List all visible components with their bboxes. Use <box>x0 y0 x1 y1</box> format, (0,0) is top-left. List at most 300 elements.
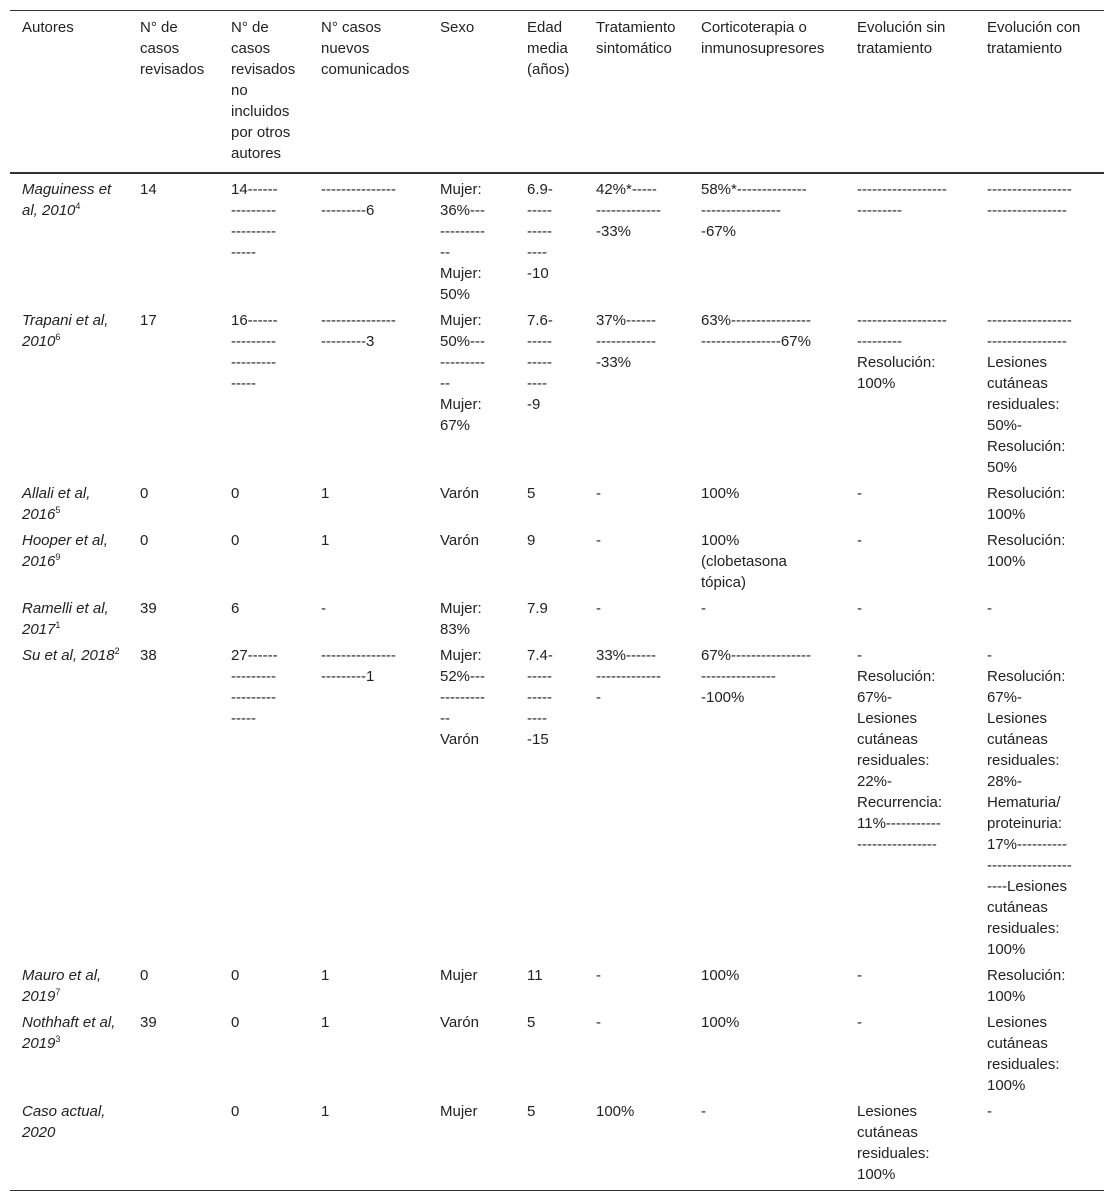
cell-line: 6 <box>231 600 240 617</box>
column-header: Evolución sin tratamiento <box>857 19 946 57</box>
cell-line: ----------------- <box>987 181 1072 198</box>
evolution-treated-cell <box>975 1096 1104 1191</box>
cell-line: Resolución: <box>857 668 936 685</box>
cell-line: Mujer: <box>440 181 482 198</box>
cell-line: -33% <box>596 354 632 371</box>
author-name: Maguiness et al, 2010 <box>22 181 112 219</box>
symptomatic-treatment-cell <box>584 960 689 1007</box>
cell-line: 67% <box>440 417 471 434</box>
cell-line: 0 <box>231 532 240 549</box>
reference-number: 6 <box>55 332 61 342</box>
cell-line: 100% <box>701 485 740 502</box>
cell-line: 7.4- <box>527 647 553 664</box>
cell-line: --------- <box>440 223 485 240</box>
cell-line: Lesiones <box>857 1103 918 1120</box>
reviewed-cases-cell <box>128 640 219 960</box>
cell-line: 50% <box>440 286 471 303</box>
corticotherapy-cell <box>689 593 845 640</box>
cell-line: --------------- <box>321 312 396 329</box>
corticotherapy-cell <box>689 960 845 1007</box>
author-name: Su et al, 2018 <box>22 647 115 664</box>
evolution-treated-cell <box>975 1007 1104 1096</box>
sex-cell <box>428 478 515 525</box>
cell-line: 17 <box>140 312 157 329</box>
new-cases-cell <box>309 305 428 478</box>
table-row <box>10 173 1104 305</box>
cell-line: ---- <box>527 375 547 392</box>
cell-line: --------- <box>231 202 276 219</box>
cell-line: --------------- <box>701 668 776 685</box>
cell-line: 1 <box>321 532 330 549</box>
cell-line: - <box>987 647 992 664</box>
cell-line: ---- <box>527 710 547 727</box>
cell-line: ---------3 <box>321 333 375 350</box>
cell-line: - <box>987 1103 992 1120</box>
cell-line: 100% <box>987 553 1026 570</box>
cell-line: ----- <box>231 244 256 261</box>
cell-line: 100% <box>701 532 740 549</box>
reference-number: 4 <box>75 201 81 211</box>
sex-cell <box>428 305 515 478</box>
cell-line: 50% <box>987 459 1018 476</box>
not-included-cases-cell <box>219 593 309 640</box>
reference-number: 3 <box>55 1034 61 1044</box>
author-cell <box>10 1096 128 1191</box>
cell-line: Resolución: <box>987 485 1066 502</box>
cell-line: Lesiones <box>987 354 1048 371</box>
cell-line: Varón <box>440 485 479 502</box>
not-included-cases-cell <box>219 960 309 1007</box>
cell-line: cutáneas <box>987 899 1048 916</box>
corticotherapy-cell <box>689 305 845 478</box>
reviewed-cases-cell <box>128 478 219 525</box>
cell-line: tópica) <box>701 574 747 591</box>
sex-cell <box>428 593 515 640</box>
cell-line: Mujer: <box>440 600 482 617</box>
cell-line: residuales: <box>987 1056 1060 1073</box>
cell-line: 100% <box>857 375 896 392</box>
column-header: Corticoterapia o inmunosupresores <box>701 19 825 57</box>
cell-line: 50%- <box>987 417 1023 434</box>
cell-line: 5 <box>527 1014 536 1031</box>
cell-line: - <box>701 600 706 617</box>
sex-cell <box>428 173 515 305</box>
mean-age-cell <box>515 960 584 1007</box>
cell-line: ----- <box>527 668 552 685</box>
cell-line: 7.9 <box>527 600 548 617</box>
cell-line: ---------1 <box>321 668 375 685</box>
corticotherapy-cell <box>689 1007 845 1096</box>
cell-line: - <box>857 967 862 984</box>
mean-age-cell <box>515 173 584 305</box>
cell-line: 14 <box>140 181 157 198</box>
not-included-cases-cell <box>219 305 309 478</box>
cell-line: 28%- <box>987 773 1023 790</box>
cell-line: - <box>596 532 601 549</box>
cell-line: 1 <box>321 967 330 984</box>
evolution-untreated-cell <box>845 1096 975 1191</box>
cell-line: 67%---------------- <box>701 647 811 664</box>
column-header: Edad media (años) <box>527 19 570 78</box>
cell-line: cutáneas <box>857 1124 918 1141</box>
not-included-cases-cell <box>219 173 309 305</box>
cell-line: residuales: <box>857 752 930 769</box>
cell-line: 5 <box>527 1103 536 1120</box>
cell-line: ------------- <box>596 668 661 685</box>
reference-number: 2 <box>114 646 120 656</box>
cell-line: 0 <box>231 485 240 502</box>
cell-line: ---------------- <box>857 836 937 853</box>
reviewed-cases-cell <box>128 525 219 593</box>
reference-number: 9 <box>55 552 61 562</box>
symptomatic-treatment-cell <box>584 1007 689 1096</box>
cell-line: 0 <box>231 1014 240 1031</box>
symptomatic-treatment-cell <box>584 305 689 478</box>
cell-line: ----Lesiones <box>987 878 1068 895</box>
cell-line: -- <box>440 375 450 392</box>
cell-line: Lesiones <box>987 1014 1048 1031</box>
evolution-treated-cell <box>975 478 1104 525</box>
header-row <box>10 11 1104 174</box>
evolution-treated-cell <box>975 525 1104 593</box>
cell-line: ------------- <box>596 202 661 219</box>
evolution-treated-cell <box>975 960 1104 1007</box>
cell-line: residuales: <box>987 396 1060 413</box>
author-cell <box>10 478 128 525</box>
column-header: Autores <box>22 19 74 36</box>
cell-line: 33%------ <box>596 647 656 664</box>
not-included-cases-cell <box>219 640 309 960</box>
cell-line: Varón <box>440 1014 479 1031</box>
cell-line: Mujer: <box>440 396 482 413</box>
cell-line: 83% <box>440 621 471 638</box>
new-cases-cell <box>309 640 428 960</box>
cell-line: ---------------- <box>701 202 781 219</box>
cell-line: 50%--- <box>440 333 486 350</box>
cell-line: cutáneas <box>987 731 1048 748</box>
author-cell <box>10 640 128 960</box>
cell-line: Hematuria/ <box>987 794 1061 811</box>
mean-age-cell <box>515 1007 584 1096</box>
cell-line: 11%----------- <box>857 815 941 832</box>
cell-line: -9 <box>527 396 541 413</box>
reviewed-cases-cell <box>128 173 219 305</box>
cell-line: - <box>857 532 862 549</box>
corticotherapy-cell <box>689 1096 845 1191</box>
evolution-treated-cell <box>975 173 1104 305</box>
cell-line: cutáneas <box>857 731 918 748</box>
evolution-treated-cell <box>975 640 1104 960</box>
author-name: Trapani et al, 2010 <box>22 312 109 350</box>
cell-line: - <box>596 600 601 617</box>
cell-line: -100% <box>701 689 745 706</box>
sex-cell <box>428 960 515 1007</box>
cell-line: 6.9- <box>527 181 553 198</box>
cell-line: 1 <box>321 1103 330 1120</box>
author-cell <box>10 525 128 593</box>
author-cell <box>10 960 128 1007</box>
cell-line: Mujer <box>440 1103 478 1120</box>
table-row <box>10 478 1104 525</box>
cell-line: 9 <box>527 532 536 549</box>
new-cases-cell <box>309 1096 428 1191</box>
symptomatic-treatment-cell <box>584 173 689 305</box>
cell-line: 14------ <box>231 181 278 198</box>
cell-line: - <box>596 485 601 502</box>
cell-line: ---- <box>527 244 547 261</box>
cell-line: ---------------- <box>987 202 1067 219</box>
sex-cell <box>428 525 515 593</box>
mean-age-cell <box>515 593 584 640</box>
table-row <box>10 960 1104 1007</box>
cell-line: 67%- <box>987 689 1023 706</box>
cell-line: - <box>857 647 862 664</box>
symptomatic-treatment-cell <box>584 478 689 525</box>
cell-line: 42%*----- <box>596 181 657 198</box>
author-cell <box>10 173 128 305</box>
cell-line: - <box>987 600 992 617</box>
author-name: Nothhaft et al, 2019 <box>22 1014 116 1052</box>
cell-line: 0 <box>231 967 240 984</box>
cell-line: ----- <box>527 689 552 706</box>
sex-cell <box>428 640 515 960</box>
review-table <box>10 10 1104 1191</box>
cell-line: -- <box>440 710 450 727</box>
cell-line: 100% <box>987 941 1026 958</box>
cell-line: - <box>596 1014 601 1031</box>
cell-line: --------- <box>231 354 276 371</box>
cell-line: ----------------- <box>987 857 1072 874</box>
cell-line: 5 <box>527 485 536 502</box>
cell-line: cutáneas <box>987 375 1048 392</box>
cell-line: --------------- <box>321 181 396 198</box>
cell-line: 39 <box>140 600 157 617</box>
cell-line: residuales: <box>857 1145 930 1162</box>
cell-line: 36%--- <box>440 202 486 219</box>
evolution-untreated-cell <box>845 525 975 593</box>
author-name: Allali et al, 2016 <box>22 485 91 523</box>
cell-line: Recurrencia: <box>857 794 943 811</box>
cell-line: ----------------67% <box>701 333 811 350</box>
corticotherapy-cell <box>689 525 845 593</box>
table-row <box>10 525 1104 593</box>
cell-line: - <box>701 1103 706 1120</box>
cell-line: ---------6 <box>321 202 375 219</box>
table-row <box>10 640 1104 960</box>
cell-line: --------- <box>231 689 276 706</box>
reference-number: 7 <box>55 987 61 997</box>
cell-line: 0 <box>140 967 149 984</box>
cell-line: proteinuria: <box>987 815 1063 832</box>
cell-line: residuales: <box>987 752 1060 769</box>
cell-line: 1 <box>321 1014 330 1031</box>
evolution-treated-cell <box>975 593 1104 640</box>
reviewed-cases-cell <box>128 1007 219 1096</box>
cell-line: 37%------ <box>596 312 656 329</box>
new-cases-cell <box>309 1007 428 1096</box>
evolution-untreated-cell <box>845 960 975 1007</box>
cell-line: 100% <box>857 1166 896 1183</box>
cell-line: 1 <box>321 485 330 502</box>
symptomatic-treatment-cell <box>584 1096 689 1191</box>
cell-line: 67%- <box>857 689 893 706</box>
cell-line: cutáneas <box>987 1035 1048 1052</box>
corticotherapy-cell <box>689 173 845 305</box>
cell-line: 7.6- <box>527 312 553 329</box>
column-header: N° casos nuevos comunicados <box>321 19 410 78</box>
cell-line: 100% <box>701 967 740 984</box>
cell-line: ----------------- <box>987 312 1072 329</box>
reviewed-cases-cell <box>128 1096 219 1191</box>
author-name: Ramelli et al, 2017 <box>22 600 109 638</box>
author-cell <box>10 305 128 478</box>
not-included-cases-cell <box>219 1096 309 1191</box>
evolution-untreated-cell <box>845 593 975 640</box>
cell-line: Lesiones <box>857 710 918 727</box>
mean-age-cell <box>515 478 584 525</box>
author-name: Hooper et al, 2016 <box>22 532 108 570</box>
not-included-cases-cell <box>219 1007 309 1096</box>
author-cell <box>10 593 128 640</box>
new-cases-cell <box>309 173 428 305</box>
cell-line: 39 <box>140 1014 157 1031</box>
sex-cell <box>428 1096 515 1191</box>
cell-line: Varón <box>440 532 479 549</box>
cell-line: -33% <box>596 223 632 240</box>
column-header: Evolución con tratamiento <box>987 19 1081 57</box>
not-included-cases-cell <box>219 525 309 593</box>
symptomatic-treatment-cell <box>584 593 689 640</box>
cell-line: --------- <box>231 668 276 685</box>
cell-line: 100% <box>596 1103 635 1120</box>
cell-line: -- <box>440 244 450 261</box>
author-cell <box>10 1007 128 1096</box>
cell-line: 100% <box>701 1014 740 1031</box>
cell-line: -15 <box>527 731 549 748</box>
reference-number: 5 <box>55 505 61 515</box>
cell-line: 11 <box>527 967 543 984</box>
new-cases-cell <box>309 478 428 525</box>
cell-line: residuales: <box>987 920 1060 937</box>
cell-line: - <box>596 689 601 706</box>
evolution-untreated-cell <box>845 478 975 525</box>
cell-line: 52%--- <box>440 668 486 685</box>
cell-line: -67% <box>701 223 737 240</box>
cell-line: - <box>857 485 862 502</box>
cell-line: --------- <box>857 202 902 219</box>
cell-line: ----- <box>231 375 256 392</box>
cell-line: Varón <box>440 731 479 748</box>
reviewed-cases-cell <box>128 960 219 1007</box>
table-row <box>10 305 1104 478</box>
evolution-untreated-cell <box>845 305 975 478</box>
column-header: Sexo <box>440 19 475 36</box>
column-header: N° de casos revisados no incluidos por otros autores <box>231 19 296 162</box>
mean-age-cell <box>515 640 584 960</box>
mean-age-cell <box>515 305 584 478</box>
cell-line: - <box>321 600 326 617</box>
cell-line: Mujer: <box>440 265 482 282</box>
evolution-untreated-cell <box>845 1007 975 1096</box>
cell-line: 100% <box>987 988 1026 1005</box>
table-row <box>10 1096 1104 1191</box>
cell-line: - <box>857 600 862 617</box>
new-cases-cell <box>309 960 428 1007</box>
not-included-cases-cell <box>219 478 309 525</box>
sex-cell <box>428 1007 515 1096</box>
cell-line: 38 <box>140 647 157 664</box>
evolution-untreated-cell <box>845 173 975 305</box>
cell-line: ------------------ <box>857 181 947 198</box>
cell-line: --------- <box>231 223 276 240</box>
cell-line: Lesiones <box>987 710 1048 727</box>
cell-line: 16------ <box>231 312 278 329</box>
symptomatic-treatment-cell <box>584 640 689 960</box>
cell-line: 0 <box>140 485 149 502</box>
cell-line: ----- <box>527 202 552 219</box>
new-cases-cell <box>309 593 428 640</box>
cell-line: 63%---------------- <box>701 312 811 329</box>
table-row <box>10 1007 1104 1096</box>
cell-line: Mujer <box>440 967 478 984</box>
symptomatic-treatment-cell <box>584 525 689 593</box>
column-header: N° de casos revisados <box>140 19 205 78</box>
column-header: Tratamiento sintomático <box>596 19 676 57</box>
cell-line: --------- <box>231 333 276 350</box>
new-cases-cell <box>309 525 428 593</box>
evolution-untreated-cell <box>845 640 975 960</box>
cell-line: - <box>857 1014 862 1031</box>
reference-number: 1 <box>55 620 61 630</box>
cell-line: 0 <box>231 1103 240 1120</box>
cell-line: ----- <box>527 223 552 240</box>
cell-line: ------------------ <box>857 312 947 329</box>
cell-line: 100% <box>987 506 1026 523</box>
cell-line: 0 <box>140 532 149 549</box>
cell-line: ----- <box>527 354 552 371</box>
cell-line: --------- <box>440 354 485 371</box>
cell-line: Resolución: <box>987 668 1066 685</box>
cell-line: Resolución: <box>987 967 1066 984</box>
cell-line: Mujer: <box>440 312 482 329</box>
cell-line: 17%---------- <box>987 836 1067 853</box>
cell-line: ----- <box>527 333 552 350</box>
cell-line: 22%- <box>857 773 893 790</box>
cell-line: Resolución: <box>857 354 936 371</box>
table-row <box>10 593 1104 640</box>
cell-line: Resolución: <box>987 438 1066 455</box>
cell-line: ----- <box>231 710 256 727</box>
corticotherapy-cell <box>689 640 845 960</box>
cell-line: -10 <box>527 265 549 282</box>
cell-line: 58%*-------------- <box>701 181 807 198</box>
cell-line: Mujer: <box>440 647 482 664</box>
table-header <box>10 11 1104 174</box>
table-body <box>10 173 1104 1191</box>
cell-line: - <box>596 967 601 984</box>
mean-age-cell <box>515 525 584 593</box>
cell-line: 27------ <box>231 647 278 664</box>
evolution-treated-cell <box>975 305 1104 478</box>
cell-line: --------- <box>440 689 485 706</box>
reviewed-cases-cell <box>128 305 219 478</box>
cell-line: ---------------- <box>987 333 1067 350</box>
cell-line: --------- <box>857 333 902 350</box>
corticotherapy-cell <box>689 478 845 525</box>
cell-line: 100% <box>987 1077 1026 1094</box>
cell-line: --------------- <box>321 647 396 664</box>
reviewed-cases-cell <box>128 593 219 640</box>
